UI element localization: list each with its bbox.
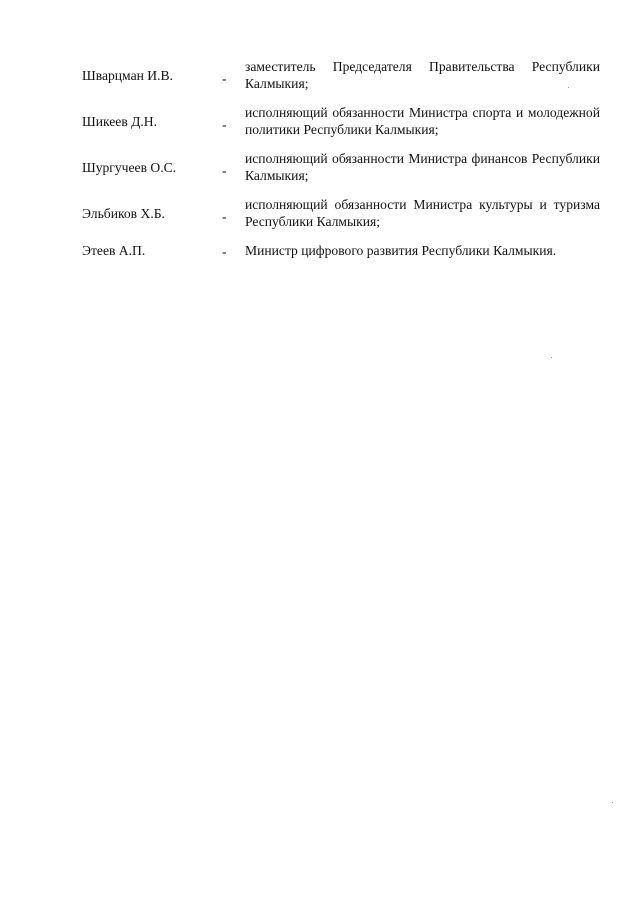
roster-list xyxy=(82,58,600,272)
entry-dash: - xyxy=(222,71,227,86)
roster-entry xyxy=(82,242,600,260)
scan-speck xyxy=(568,87,569,88)
roster-entry xyxy=(82,58,600,92)
person-position: исполняющий обязанности Министра культуры и туризма Республики Калмыкия; xyxy=(245,197,600,229)
roster-entry xyxy=(82,196,600,230)
entry-dash: - xyxy=(222,117,227,132)
person-name: Этеев А.П. xyxy=(82,243,146,258)
scan-speck xyxy=(612,802,613,803)
person-position: Министр цифрового развития Республики Калмыкия. xyxy=(245,243,557,258)
roster-entry xyxy=(82,150,600,184)
entry-dash: - xyxy=(222,209,227,224)
person-name: Шикеев Д.Н. xyxy=(82,114,158,129)
entry-dash: - xyxy=(222,244,227,259)
roster-entry xyxy=(82,104,600,138)
person-name: Шварцман И.В. xyxy=(82,68,173,83)
person-name: Шургучеев О.С. xyxy=(82,160,177,175)
scan-speck xyxy=(551,357,552,358)
entry-dash: - xyxy=(222,163,227,178)
person-position: заместитель Председателя Правительства Республики Калмыкия; xyxy=(245,59,600,91)
person-position: исполняющий обязанности Министра спорта и молодежной политики Республики Калмыкия; xyxy=(245,105,600,137)
person-position: исполняющий обязанности Министра финансов Республики Калмыкия; xyxy=(245,151,600,183)
person-name: Эльбиков Х.Б. xyxy=(82,206,165,221)
